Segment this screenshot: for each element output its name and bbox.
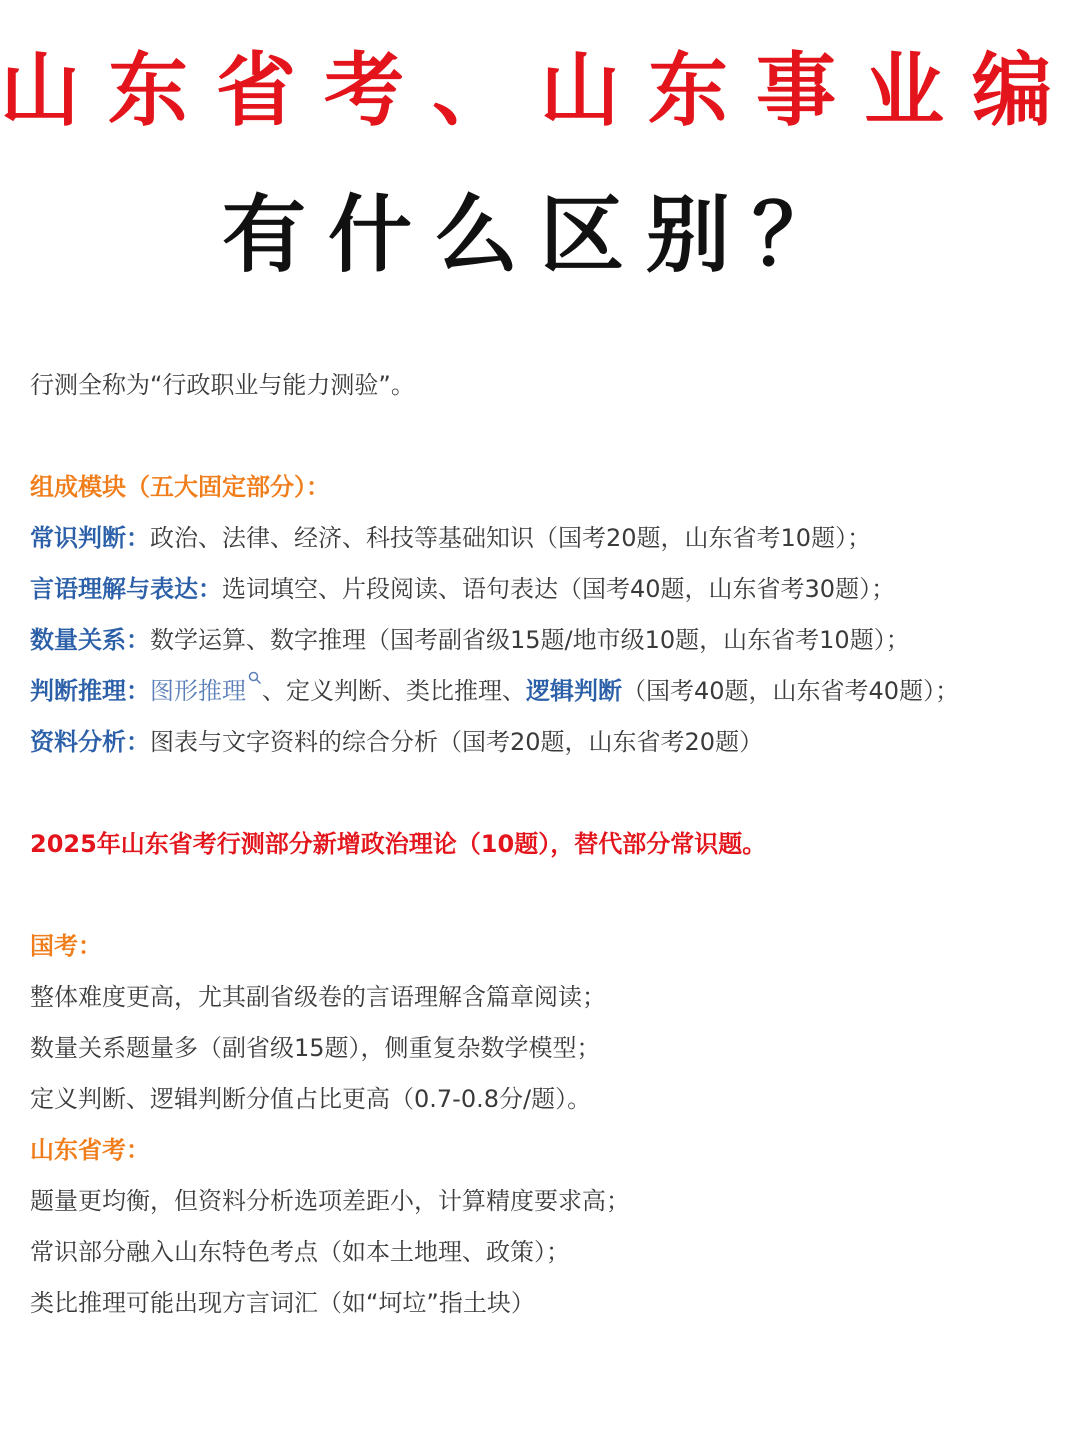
module-label: 资料分析： bbox=[30, 728, 150, 756]
module-item-shuliang bbox=[30, 615, 1070, 666]
spacer bbox=[30, 411, 1070, 462]
spacer bbox=[30, 768, 1070, 819]
module-item-changshi bbox=[30, 513, 1070, 564]
module-text: 选词填空、片段阅读、语句表达（国考40题，山东省考30题）； bbox=[222, 575, 896, 603]
guokao-line: 数量关系题量多（副省级15题），侧重复杂数学模型； bbox=[30, 1034, 601, 1062]
guokao-heading: 国考： bbox=[30, 932, 102, 960]
article-body bbox=[30, 360, 1070, 1329]
shandong-line: 常识部分融入山东特色考点（如本土地理、政策）； bbox=[30, 1238, 570, 1266]
intro-text: 行测全称为“行政职业与能力测验”。 bbox=[30, 371, 415, 399]
module-item-ziliao bbox=[30, 717, 1070, 768]
spacer bbox=[30, 870, 1070, 921]
search-icon[interactable] bbox=[248, 671, 262, 685]
main-title-line1: 山东省考、山东事业编 bbox=[0, 43, 1080, 137]
guokao-line: 整体难度更高，尤其副省级卷的言语理解含篇章阅读； bbox=[30, 983, 606, 1011]
module-item-yanyu bbox=[30, 564, 1070, 615]
module-text: 、定义判断、类比推理、 bbox=[262, 677, 526, 705]
shandong-heading: 山东省考： bbox=[30, 1136, 150, 1164]
link-tuxing-tuili[interactable]: 图形推理 bbox=[150, 677, 246, 705]
shandong-line: 类比推理可能出现方言词汇（如“坷垃”指土块） bbox=[30, 1289, 535, 1317]
shandong-line: 题量更均衡，但资料分析选项差距小，计算精度要求高； bbox=[30, 1187, 630, 1215]
modules-heading: 组成模块（五大固定部分）： bbox=[30, 473, 330, 501]
module-text: 数学运算、数字推理（国考副省级15题/地市级10题，山东省考10题）； bbox=[150, 626, 910, 654]
link-luoji-panduan[interactable]: 逻辑判断 bbox=[526, 677, 622, 705]
module-text: （国考40题，山东省考40题）； bbox=[622, 677, 960, 705]
main-title-line2: 有什么区别？ bbox=[221, 185, 858, 284]
guokao-line: 定义判断、逻辑判断分值占比更高（0.7-0.8分/题）。 bbox=[30, 1085, 592, 1113]
module-label: 判断推理： bbox=[30, 677, 150, 705]
module-label: 常识判断： bbox=[30, 524, 150, 552]
module-text: 政治、法律、经济、科技等基础知识（国考20题，山东省考10题）； bbox=[150, 524, 872, 552]
module-label: 数量关系： bbox=[30, 626, 150, 654]
module-label: 言语理解与表达： bbox=[30, 575, 222, 603]
notice-2025: 2025年山东省考行测部分新增政治理论（10题），替代部分常识题。 bbox=[30, 830, 767, 858]
module-item-panduan bbox=[30, 666, 1070, 717]
module-text: 图表与文字资料的综合分析（国考20题，山东省考20题） bbox=[150, 728, 764, 756]
